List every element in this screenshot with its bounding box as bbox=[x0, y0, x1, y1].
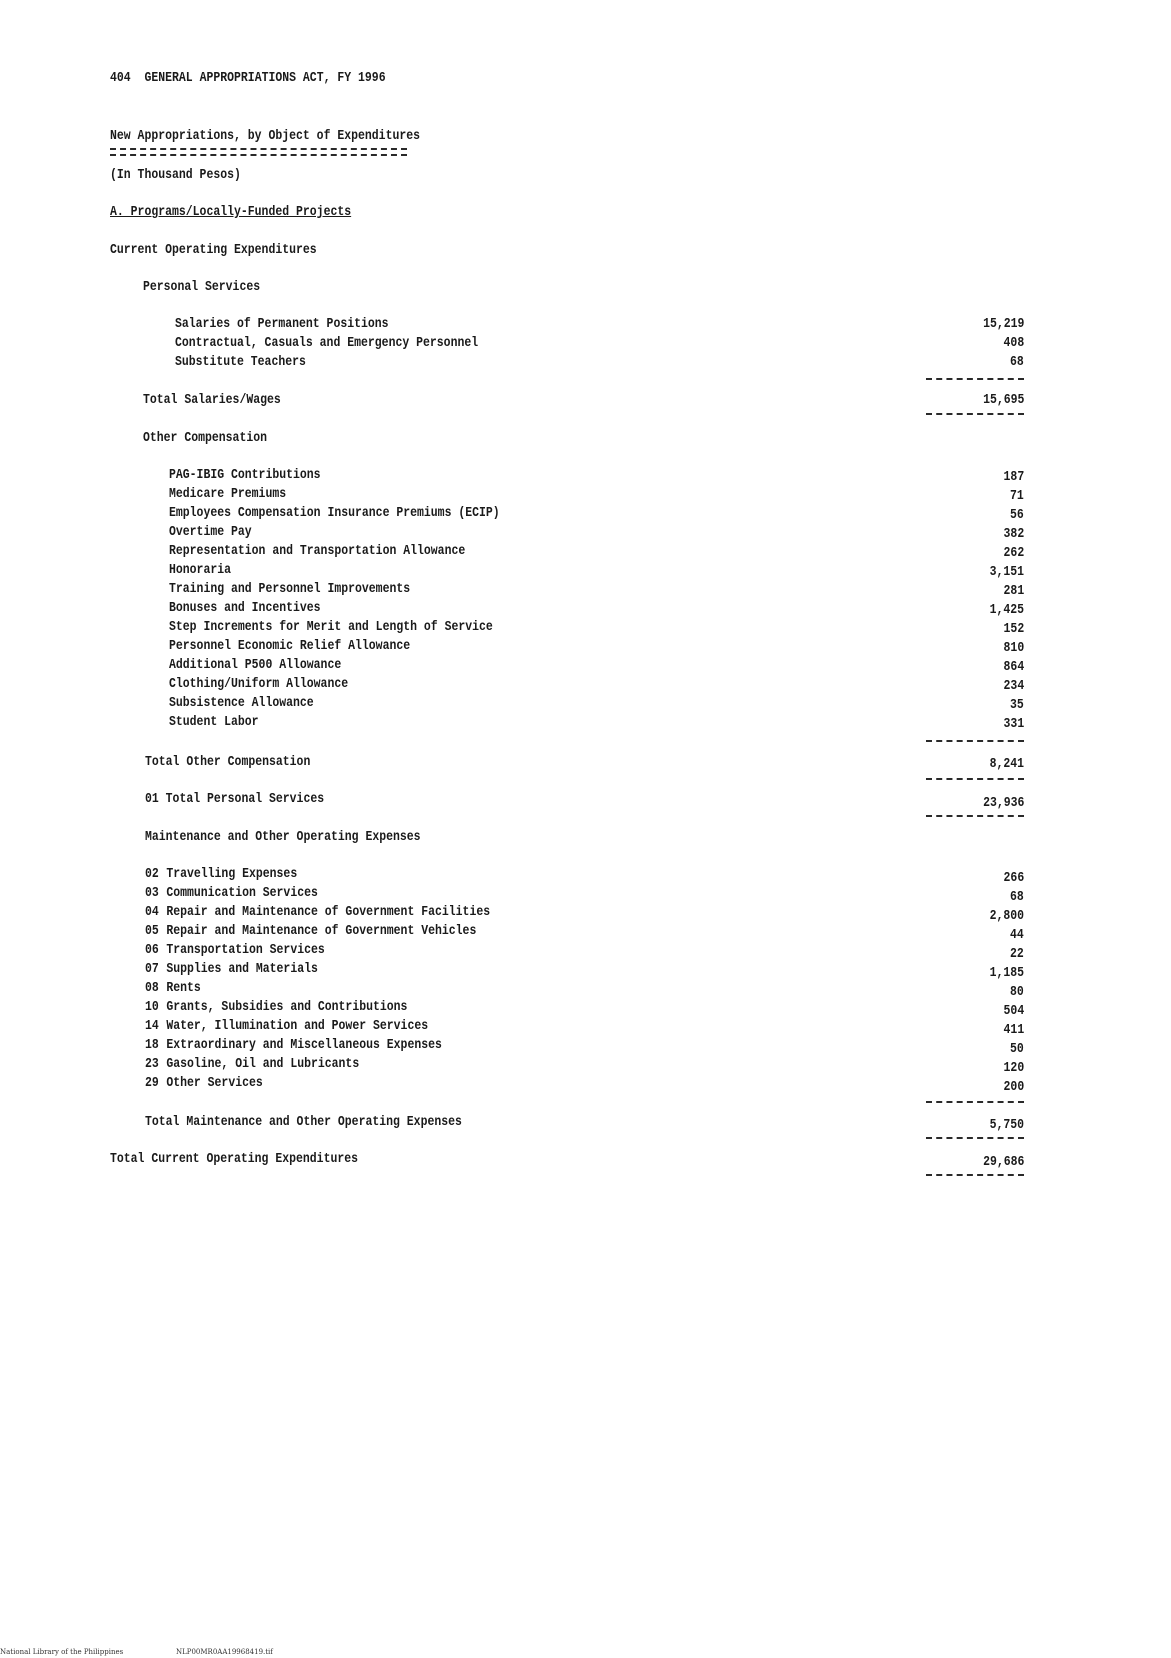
list-item-label: Step Increments for Merit and Length of Service bbox=[169, 619, 493, 635]
list-item-value: 15,219 bbox=[982, 316, 1024, 332]
mooe-heading: Maintenance and Other Operating Expenses bbox=[145, 829, 421, 845]
list-item-label bbox=[145, 923, 476, 939]
list-item-label bbox=[145, 999, 407, 1015]
list-item-value: 266 bbox=[1003, 870, 1024, 886]
list-item-value: 810 bbox=[1003, 640, 1024, 656]
list-item-value: 234 bbox=[1003, 678, 1024, 694]
list-item-value: 56 bbox=[1010, 507, 1024, 523]
list-item-label: Employees Compensation Insurance Premiums (ECIP) bbox=[169, 505, 500, 521]
list-item-label bbox=[145, 961, 318, 977]
page-number: 404 bbox=[110, 70, 131, 86]
list-item-label: Medicare Premiums bbox=[169, 486, 287, 502]
total-rule bbox=[926, 1174, 1024, 1176]
list-item-value: 120 bbox=[1003, 1060, 1024, 1076]
personal-services-heading: Personal Services bbox=[143, 279, 261, 295]
list-item-label bbox=[145, 1056, 359, 1072]
list-item-value: 1,425 bbox=[989, 602, 1024, 618]
running-title: GENERAL APPROPRIATIONS ACT, FY 1996 bbox=[144, 70, 386, 86]
list-item-value: 411 bbox=[1003, 1022, 1024, 1038]
list-item-label bbox=[145, 885, 318, 901]
list-item-value: 281 bbox=[1003, 583, 1024, 599]
total-other-compensation-label: Total Other Compensation bbox=[145, 754, 311, 770]
object-label: Other Services bbox=[166, 1075, 263, 1091]
object-code: 14 bbox=[145, 1018, 159, 1034]
object-label: Transportation Services bbox=[166, 942, 325, 958]
page-header bbox=[110, 70, 386, 86]
list-item-value: 44 bbox=[1010, 927, 1024, 943]
list-item-value: 2,800 bbox=[989, 908, 1024, 924]
grand-total-label: Total Current Operating Expenditures bbox=[110, 1151, 359, 1167]
list-item-value: 864 bbox=[1003, 659, 1024, 675]
list-item-label bbox=[145, 942, 325, 958]
list-item-value: 68 bbox=[1010, 889, 1024, 905]
list-item-label: Overtime Pay bbox=[169, 524, 252, 540]
list-item-value: 71 bbox=[1010, 488, 1024, 504]
list-item-value: 3,151 bbox=[989, 564, 1024, 580]
object-code: 04 bbox=[145, 904, 159, 920]
unit-note: (In Thousand Pesos) bbox=[110, 167, 241, 183]
current-operating-heading: Current Operating Expenditures bbox=[110, 242, 317, 258]
list-item-label: Salaries of Permanent Positions bbox=[175, 316, 389, 332]
list-item-label: Training and Personnel Improvements bbox=[169, 581, 411, 597]
total-salaries-value: 15,695 bbox=[982, 392, 1024, 408]
list-item-label: Bonuses and Incentives bbox=[169, 600, 321, 616]
list-item-value: 152 bbox=[1003, 621, 1024, 637]
list-item-label bbox=[145, 980, 201, 996]
footer-file-id: NLP00MR0AA19968419.tif bbox=[176, 1648, 273, 1656]
list-item-label bbox=[145, 866, 297, 882]
object-code: 05 bbox=[145, 923, 159, 939]
object-code: 06 bbox=[145, 942, 159, 958]
object-label: Travelling Expenses bbox=[166, 866, 298, 882]
list-item-value: 50 bbox=[1010, 1041, 1024, 1057]
list-item-value: 382 bbox=[1003, 526, 1024, 542]
total-personal-services-value: 23,936 bbox=[982, 795, 1024, 811]
list-item-value: 408 bbox=[1003, 335, 1024, 351]
list-item-label bbox=[145, 1018, 428, 1034]
list-item-label bbox=[145, 1037, 442, 1053]
list-item-value: 80 bbox=[1010, 984, 1024, 1000]
list-item-value: 35 bbox=[1010, 697, 1024, 713]
object-code: 23 bbox=[145, 1056, 159, 1072]
list-item-label bbox=[145, 1075, 263, 1091]
object-code: 10 bbox=[145, 999, 159, 1015]
object-label: Rents bbox=[166, 980, 201, 996]
object-label: Water, Illumination and Power Services bbox=[166, 1018, 429, 1034]
section-heading: A. Programs/Locally-Funded Projects bbox=[110, 204, 352, 220]
grand-total-value: 29,686 bbox=[982, 1154, 1024, 1170]
subtotal-rule bbox=[926, 778, 1024, 780]
heading-double-rule bbox=[110, 148, 407, 156]
list-item-label: Substitute Teachers bbox=[175, 354, 306, 370]
total-mooe-value: 5,750 bbox=[989, 1117, 1024, 1133]
list-item-value: 22 bbox=[1010, 946, 1024, 962]
object-code: 08 bbox=[145, 980, 159, 996]
object-code: 18 bbox=[145, 1037, 159, 1053]
list-item-value: 68 bbox=[1010, 354, 1024, 370]
object-label: Repair and Maintenance of Government Vehicles bbox=[166, 923, 477, 939]
subtotal-rule bbox=[926, 740, 1024, 742]
list-item-label: Clothing/Uniform Allowance bbox=[169, 676, 349, 692]
subtotal-rule bbox=[926, 1101, 1024, 1103]
list-item-value: 1,185 bbox=[989, 965, 1024, 981]
list-item-value: 262 bbox=[1003, 545, 1024, 561]
list-item-label: PAG-IBIG Contributions bbox=[169, 467, 321, 483]
list-item-label: Additional P500 Allowance bbox=[169, 657, 342, 673]
list-item-value: 187 bbox=[1003, 469, 1024, 485]
list-item-value: 504 bbox=[1003, 1003, 1024, 1019]
object-code: 29 bbox=[145, 1075, 159, 1091]
object-label: Gasoline, Oil and Lubricants bbox=[166, 1056, 360, 1072]
object-label: Repair and Maintenance of Government Facilities bbox=[166, 904, 491, 920]
object-label: Extraordinary and Miscellaneous Expenses bbox=[166, 1037, 442, 1053]
list-item-label: Contractual, Casuals and Emergency Personnel bbox=[175, 335, 479, 351]
total-mooe-label: Total Maintenance and Other Operating Expenses bbox=[145, 1114, 462, 1130]
document-heading: New Appropriations, by Object of Expenditures bbox=[110, 128, 421, 144]
total-rule bbox=[926, 815, 1024, 817]
list-item-label: Subsistence Allowance bbox=[169, 695, 314, 711]
footer-library: National Library of the Philippines bbox=[0, 1648, 124, 1656]
object-code: 02 bbox=[145, 866, 159, 882]
list-item-label: Representation and Transportation Allowance bbox=[169, 543, 466, 559]
list-item-label: Student Labor bbox=[169, 714, 259, 730]
object-label: Communication Services bbox=[166, 885, 318, 901]
object-code: 07 bbox=[145, 961, 159, 977]
total-other-compensation-value: 8,241 bbox=[989, 756, 1024, 772]
list-item-value: 331 bbox=[1003, 716, 1024, 732]
other-compensation-heading: Other Compensation bbox=[143, 430, 268, 446]
list-item-label: Personnel Economic Relief Allowance bbox=[169, 638, 411, 654]
total-salaries-label: Total Salaries/Wages bbox=[143, 392, 281, 408]
subtotal-rule bbox=[926, 1137, 1024, 1139]
object-code: 03 bbox=[145, 885, 159, 901]
subtotal-rule bbox=[926, 378, 1024, 380]
list-item-label: Honoraria bbox=[169, 562, 232, 578]
total-rule bbox=[926, 413, 1024, 415]
list-item-value: 200 bbox=[1003, 1079, 1024, 1095]
total-personal-services-label: 01 Total Personal Services bbox=[145, 791, 325, 807]
list-item-label bbox=[145, 904, 490, 920]
object-label: Supplies and Materials bbox=[166, 961, 318, 977]
object-label: Grants, Subsidies and Contributions bbox=[166, 999, 408, 1015]
